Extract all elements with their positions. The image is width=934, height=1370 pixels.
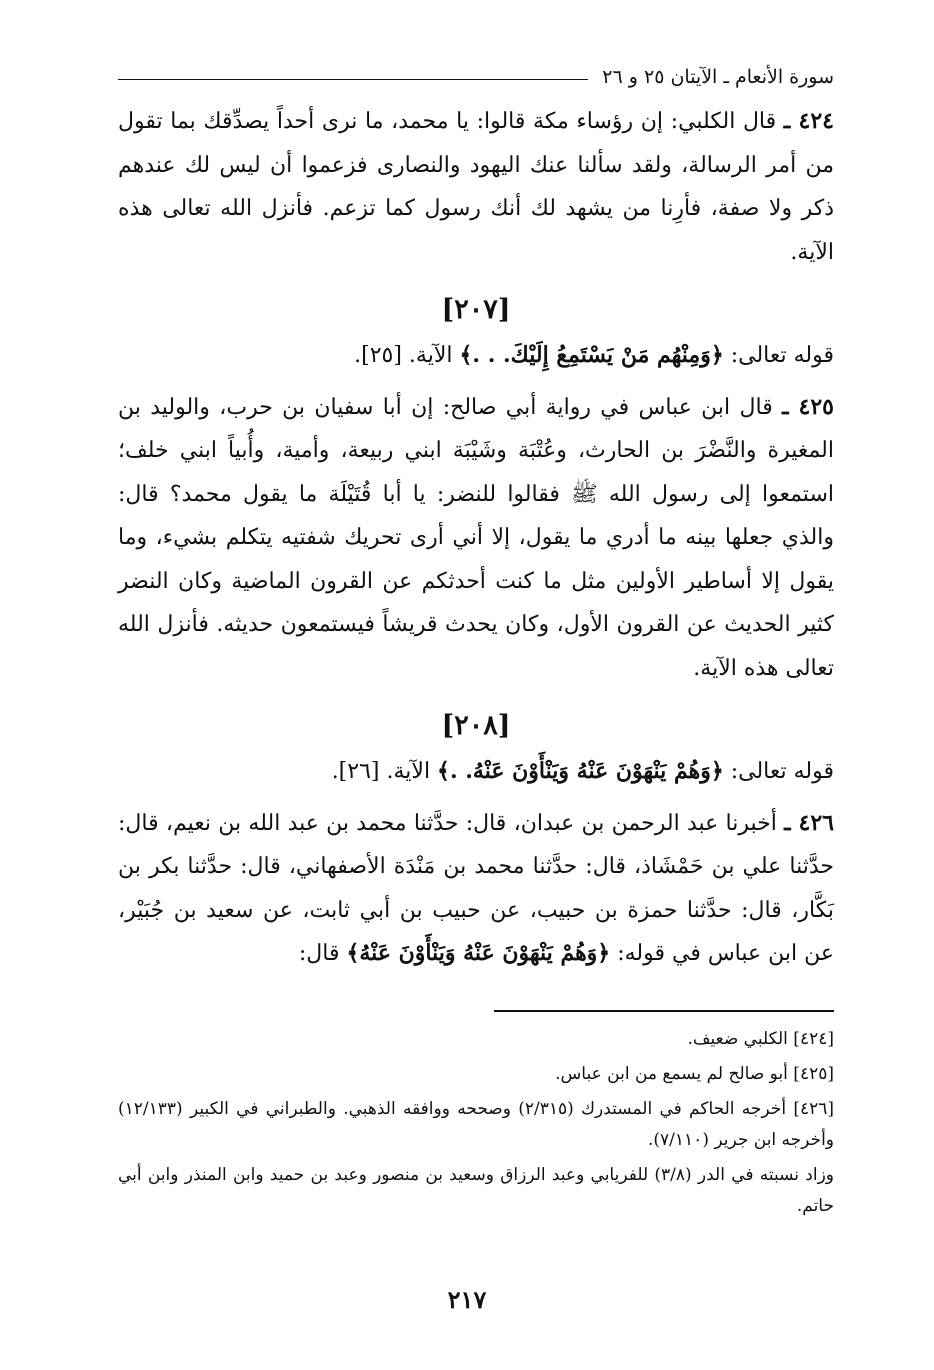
verse-ref: الآية. [٢٥]. [354,343,460,368]
verse-line-208 [118,750,834,794]
verse-ref: الآية. [٢٦]. [331,759,438,784]
footnote-426-addendum: وزاد نسبته في الدر (٣/٨) للفريابي وعبد الرزاق وسعيد بن منصور وعبد بن حميد وابن المنذر وابن أبي حاتم. [118,1165,834,1216]
footnotes [118,1024,834,1226]
verse-line-207 [118,334,834,378]
verse-intro: قوله تعالى: [723,759,834,784]
paragraph-text: قال الكلبي: إن رؤساء مكة قالوا: يا محمد، ما نرى أحداً يصدِّقك بما تقول من أمر الرسالة، ولقد سألنا عنك اليهود والنصارى فزعموا أن ليس لك عندهم ذكر ولا صفة، فأرِنا من يشهد لك أنك رسول كما تزعم. فأنزل الله تعالى هذه الآية. [118,109,834,265]
footnote-425: [٤٢٥] أبو صالح لم يسمع من ابن عباس. [555,1064,834,1084]
paragraph-number: ٤٢٦ ـ [784,809,834,836]
paragraph-text: قال ابن عباس في رواية أبي صالح: إن أبا سفيان بن حرب، والوليد بن المغيرة والنَّضْرَ بن الحارث، وعُتْبَة وشَيْبَة ابني ربيعة، وأمية، وأُبياً ابني خلف؛ استمعوا إلى رسول الله ﷺ فقالوا للنضر: يا أبا قُتَيْلَة ما يقول محمد؟ قال: والذي جعلها بينه ما أدري ما يقول، إلا أني أرى تحريك شفتيه يتكلم بشيء، وما يقول إلا أساطير الأولين مثل ما كنت أحدثكم عن القرون الماضية وكان النضر كثير الحديث عن القرون الأول، وكان يحدث قريشاً فيستمعون حديثه. فأنزل الله تعالى هذه الآية. [118,394,834,681]
paragraph-number: ٤٢٥ ـ [782,393,834,420]
paragraph-425 [118,386,834,691]
running-head-title: سورة الأنعام ـ الآيتان ٢٥ و ٢٦ [602,66,834,88]
page-number: ٢١٧ [447,1285,487,1314]
verse-intro: قوله تعالى: [723,343,834,368]
section-heading-208: [٢٠٨] [441,710,511,741]
paragraph-number: ٤٢٤ ـ [783,108,834,134]
paragraph-tail: قال: [298,941,347,966]
quran-verse: ﴿وَهُمْ يَنْهَوْنَ عَنْهُ وَيَنْأَوْنَ عَنْهُ﴾ [346,940,611,966]
quran-verse: ﴿وَهُمْ يَنْهَوْنَ عَنْهُ وَيَنْأَوْنَ عَنْهُ. .﴾ [437,758,724,784]
paragraph-424 [118,100,834,274]
main-text [118,100,834,976]
paragraph-text: أخبرنا عبد الرحمن بن عبدان، قال: حدَّثنا محمد بن عبد الله بن نعيم، قال: حدَّثنا علي بن حَمْشَاذ، قال: حدَّثنا محمد بن مَنْدَة الأصفهاني، قال: حدَّثنا بكر بن بَكَّار، قال: حدَّثنا حمزة بن حبيب، عن حبيب بن أبي ثابت، عن سعيد بن جُبَيْر، عن ابن عباس في قوله: [118,810,834,966]
footnote-426: [٤٢٦] أخرجه الحاكم في المستدرك (٢/٣١٥) وصححه ووافقه الذهبي. والطبراني في الكبير (١٢/١٣٣) وأخرجه ابن جرير (٧/١١٠). [118,1099,834,1150]
footnote-rule [494,1010,834,1012]
running-head [118,60,834,94]
paragraph-426 [118,802,834,976]
quran-verse: ﴿وَمِنْهُم مَنْ يَسْتَمِعُ إِلَيْكَ. . .﴾ [459,342,724,368]
header-rule [118,79,588,80]
footnote-424: [٤٢٤] الكلبي ضعيف. [687,1029,834,1049]
section-heading-207: [٢٠٧] [441,294,511,325]
